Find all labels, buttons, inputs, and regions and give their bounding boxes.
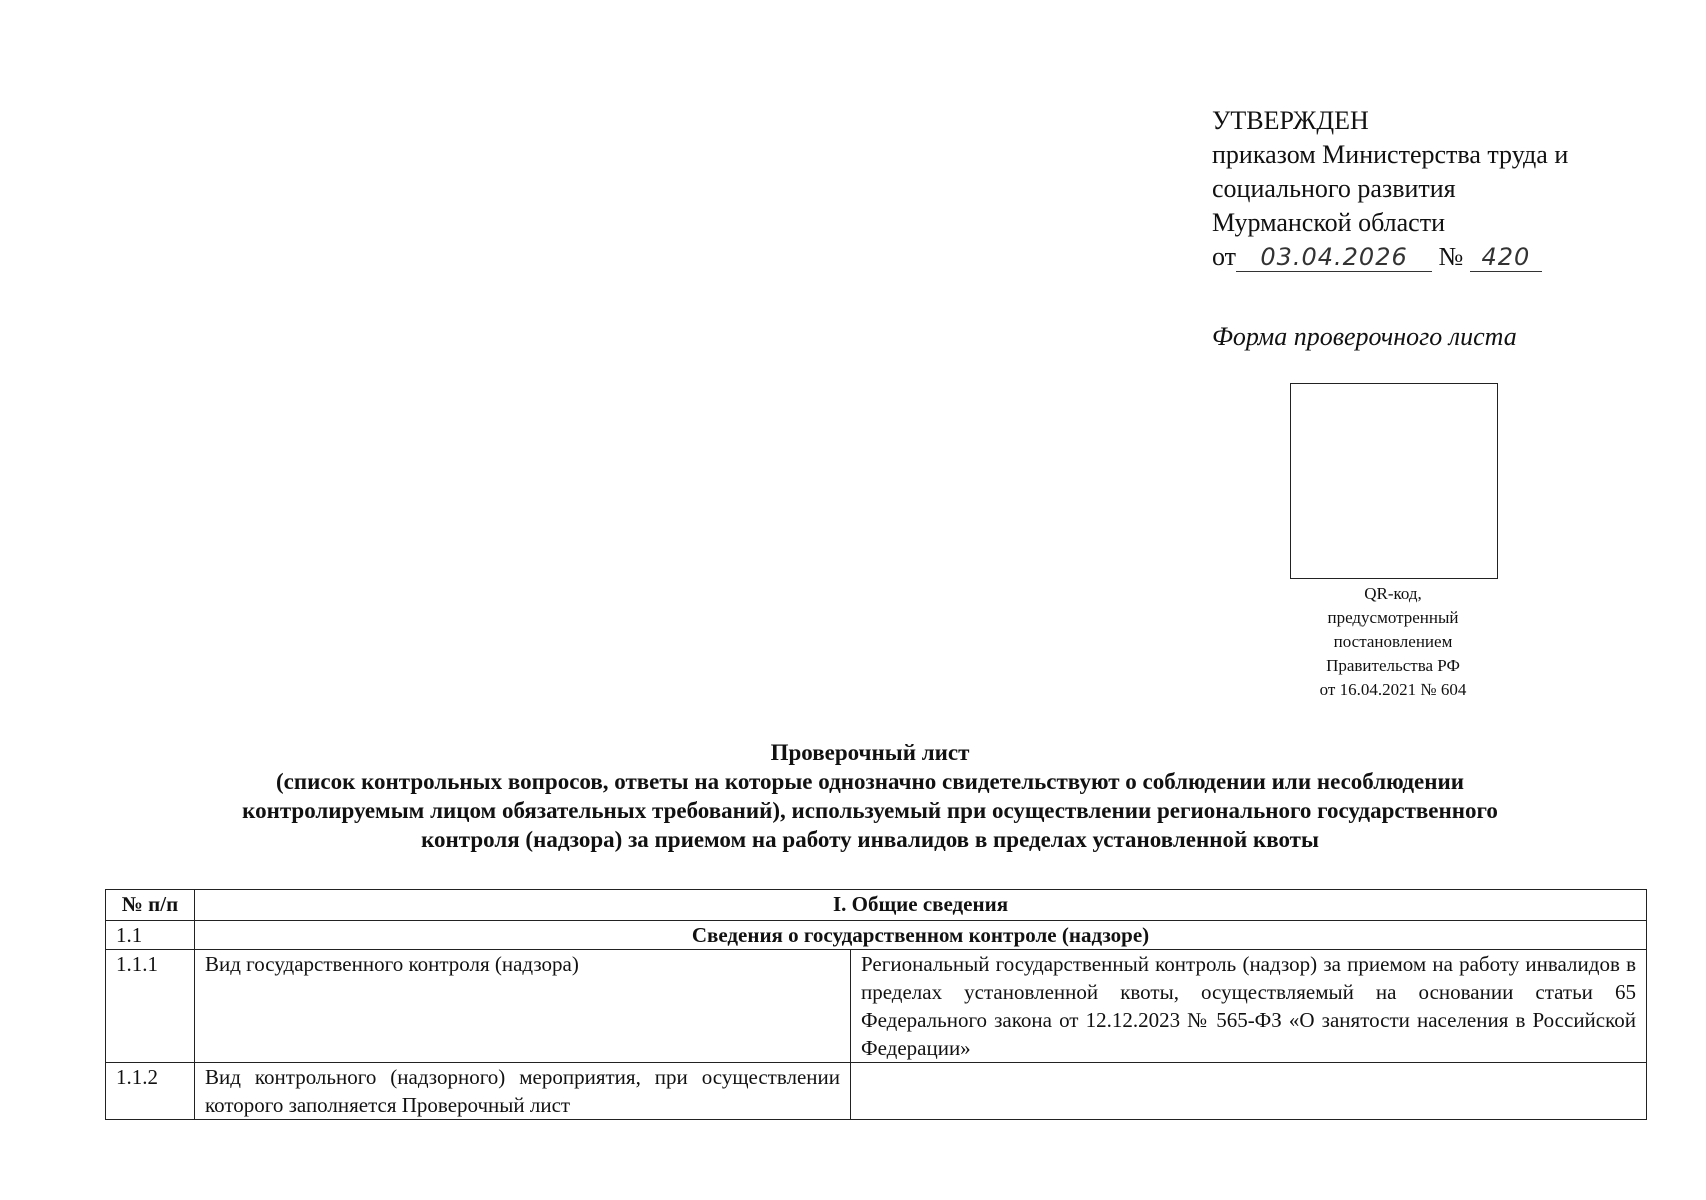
header-section-cell: I. Общие сведения	[195, 890, 1647, 921]
approval-heading: УТВЕРЖДЕН	[1212, 106, 1369, 135]
row-answer-cell	[851, 1063, 1647, 1120]
number-sign: №	[1438, 242, 1464, 271]
title-line: контроля (надзора) за приемом на работу инвалидов в пределах установленной квоты	[421, 827, 1319, 852]
title-line: контролируемым лицом обязательных требований), используемый при осуществлении регионального государственного	[242, 798, 1498, 823]
approval-line: Мурманской области	[1212, 208, 1445, 237]
qr-caption	[1260, 582, 1526, 702]
row-question-text: Вид контрольного (надзорного) мероприятия, при осуществлении которого заполняется Проверочный лист	[205, 1065, 840, 1117]
approval-block	[1212, 104, 1652, 274]
row-num-cell: 1.1.2	[106, 1063, 195, 1120]
qr-caption-line: от 16.04.2021 № 604	[1319, 680, 1467, 699]
title-line: Проверочный лист	[770, 740, 970, 765]
qr-caption-line: QR-код,	[1364, 584, 1422, 603]
row-answer-cell: Региональный государственный контроль (надзор) за приемом на работу инвалидов в пределах установленной квоты, осуществляемый на основании статьи 65 Федерального закона от 12.12.2023 № 565-ФЗ «О занятости населения в Российской Федерации»	[851, 950, 1647, 1063]
table-header-row	[106, 890, 1647, 921]
row-question-cell: Вид государственного контроля (надзора)	[195, 950, 851, 1063]
table-row	[106, 950, 1647, 1063]
qr-code-placeholder	[1290, 383, 1498, 579]
qr-caption-line: предусмотренный	[1327, 608, 1459, 627]
checklist-table	[105, 889, 1647, 1120]
title-line: (список контрольных вопросов, ответы на которые однозначно свидетельствуют о соблюдении или несоблюдении	[276, 769, 1464, 794]
approval-date-row	[1212, 240, 1652, 274]
header-num-cell: № п/п	[106, 890, 195, 921]
table-row	[106, 921, 1647, 950]
date-prefix: от	[1212, 242, 1237, 271]
form-label: Форма проверочного листа	[1212, 322, 1517, 351]
handwritten-date: 03.04.2026	[1236, 243, 1432, 272]
row-num-cell: 1.1.1	[106, 950, 195, 1063]
document-title	[100, 738, 1640, 854]
qr-caption-line: постановлением	[1333, 632, 1453, 651]
qr-caption-line: Правительства РФ	[1326, 656, 1460, 675]
row-question-cell	[195, 1063, 851, 1120]
table-row	[106, 1063, 1647, 1120]
row-num-cell: 1.1	[106, 921, 195, 950]
handwritten-number: 420	[1470, 243, 1542, 272]
approval-line: приказом Министерства труда и	[1212, 140, 1569, 169]
row-section-cell: Сведения о государственном контроле (надзоре)	[195, 921, 1647, 950]
approval-line: социального развития	[1212, 174, 1456, 203]
